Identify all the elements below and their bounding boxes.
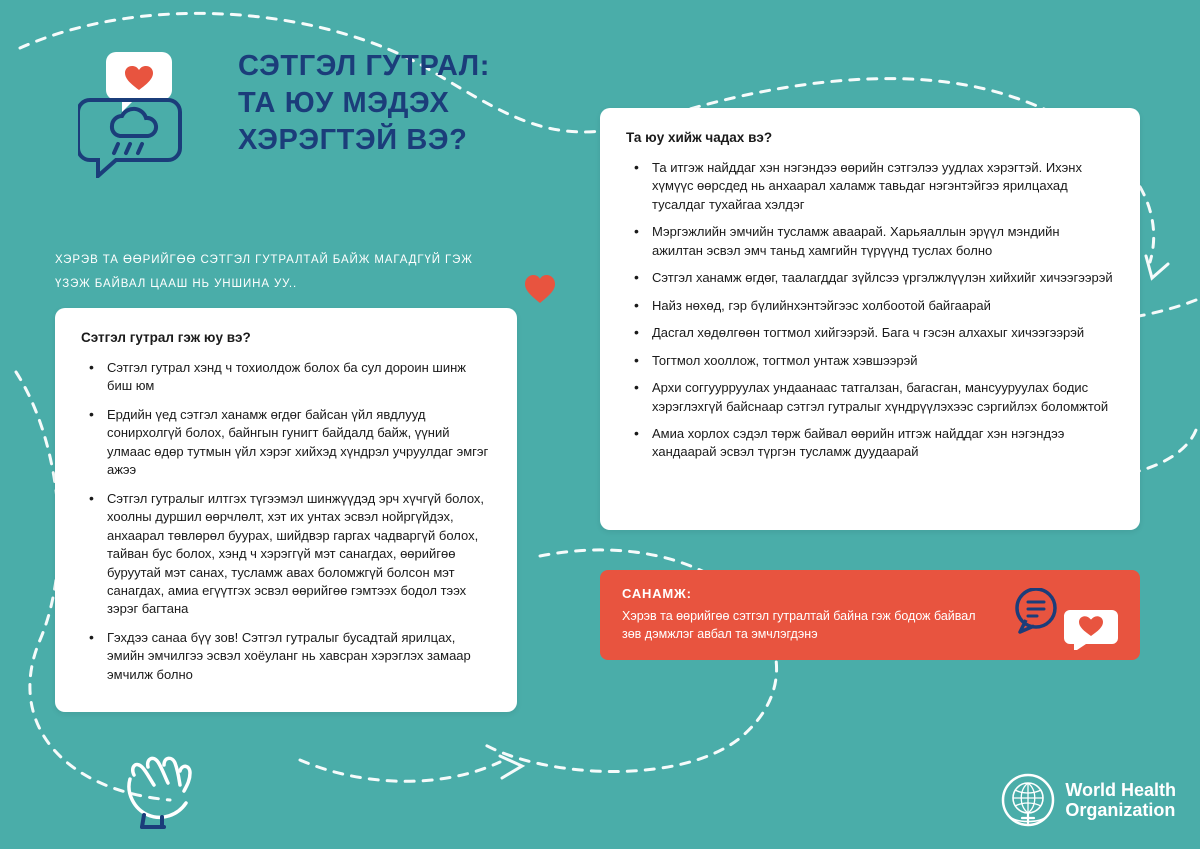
heart-speech-bubble-icon xyxy=(106,52,172,112)
intro-line-2: ҮЗЭЖ БАЙВАЛ ЦААШ НЬ УНШИНА УУ.. xyxy=(55,278,298,291)
speech-bubble-lines-icon xyxy=(1017,589,1055,632)
card-right-bullet-list xyxy=(626,159,1114,462)
page-title-line-2: ТА ЮУ МЭДЭХ xyxy=(238,87,450,120)
list-item: • Сэтгэл гутралыг илтгэх түгээмэл шинжүүдэд эрч хүчгүй болох, хоолны дуршил өөрчлөлт, хэт их унтах эсвэл нойргүйдэх, анхаарал төвлөрөл буурах, шийдвэр гаргах чадваргүй болох, тайван бус болох, хэнд ч хэрэггүй мэт санагдах, өөрийгөө буруутай мэт санах, тусламж авах боломжгүй болсон мэт санагдах, амиа егүүтгэх эсвэл өөрийгөө гэмтээх бодол тээх зэрэг багтана xyxy=(81,490,491,619)
list-item: • Ердийн үед сэтгэл ханамж өгдөг байсан үйл явдлууд сонирхолгүй болох, байнгын гунигт байдалд байж, үүний улмаас өдөр тутмын үйл хэрэг хийхэд хүндрэл учруулдаг эмгэг ажээ xyxy=(81,406,491,480)
list-item: • Дасгал хөдөлгөөн тогтмол хийгээрэй. Бага ч гэсэн алхахыг хичээгээрэй xyxy=(626,324,1114,342)
who-logo xyxy=(1001,773,1176,827)
list-item: • Та итгэж найддаг хэн нэгэндээ өөрийн сэтгэлээ уудлах хэрэгтэй. Ихэнх хүмүүс өөрсдед нь анхаарал халамж тавьдаг нэгэнтэйгээ ярилцахад тусалдаг тухайгаа хэлдэг xyxy=(626,159,1114,214)
heart-speech-bubble-icon xyxy=(1064,610,1118,650)
who-logo-line-1: World Health xyxy=(1065,779,1176,800)
list-item: • Сэтгэл ханамж өгдөг, таалагддаг зүйлсээ үргэлжлүүлэн хийхийг хичээгээрэй xyxy=(626,269,1114,287)
card-what-is-depression xyxy=(55,308,517,712)
card-right-heading: Та юу хийж чадах вэ? xyxy=(626,130,773,145)
list-item: • Сэтгэл гутрал хэнд ч тохиолдож болох ба сул дороин шинж биш юм xyxy=(81,359,491,396)
list-item: • Амиа хорлох сэдэл төрж байвал өөрийн итгэж найддаг хэн нэгэндээ хандаарай эсвэл түргэн тусламж дуудаарай xyxy=(626,425,1114,462)
reminder-note-title: САНАМЖ: xyxy=(622,586,692,601)
list-item: • Мэргэжлийн эмчийн тусламж авaарай. Харьяаллын эрүүл мэндийн ажилтан эсвэл эмч таньд хамгийн түрүүнд туслах болно xyxy=(626,223,1114,260)
heart-and-raincloud-icons xyxy=(78,48,208,178)
list-item: • Гэхдээ санаа бүү зов! Сэтгэл гутралыг бусадтай ярилцах, эмийн эмчилгээ эсвэл хоёуланг нь хавсран хэрэглэх замаар эмчилж болно xyxy=(81,629,491,684)
rain-cloud-speech-bubble-icon xyxy=(78,100,180,176)
heart-icon xyxy=(523,272,557,306)
intro-text xyxy=(55,248,555,296)
who-logo-line-2: Organization xyxy=(1065,800,1176,820)
card-left-bullet-list xyxy=(81,359,491,684)
list-item: • Архи соггуурруулах ундаанаас татгалзан, багасган, мансууруулах бодис хэрэглэхгүй байснаар сэтгэл гутралыг хүндрүүлэхээс сэргийлэх боломжтой xyxy=(626,379,1114,416)
page-title-line-1: СЭТГЭЛ ГУТРАЛ: xyxy=(238,50,490,82)
open-hands-illustration xyxy=(120,749,230,829)
reminder-note-body: Хэрэв та өөрийгөө сэтгэл гутралтай байна гэж бодож байвал зөв дэмжлэг авбал та эмчлэгдэнэ xyxy=(622,609,976,642)
card-what-can-you-do xyxy=(600,108,1140,530)
list-item: • Найз нөхөд, гэр бүлийнхэнтэйгээс холбоотой байгаарай xyxy=(626,297,1114,315)
card-left-heading: Сэтгэл гутрал гэж юу вэ? xyxy=(81,330,251,345)
who-emblem-icon xyxy=(1001,773,1055,827)
page-title-line-3: ХЭРЭГТЭЙ ВЭ? xyxy=(238,124,468,157)
reminder-note-box xyxy=(600,570,1140,660)
list-item: • Тогтмол хооллож, тогтмол унтаж хэвшээрэй xyxy=(626,352,1114,370)
who-logo-text xyxy=(1065,780,1176,820)
intro-line-1: ХЭРЭВ ТА ӨӨРИЙГӨӨ СЭТГЭЛ ГУТРАЛТАЙ БАЙЖ МАГАДГҮЙ ГЭЖ xyxy=(55,254,473,266)
page-title xyxy=(238,48,608,159)
note-icons xyxy=(1004,588,1124,650)
